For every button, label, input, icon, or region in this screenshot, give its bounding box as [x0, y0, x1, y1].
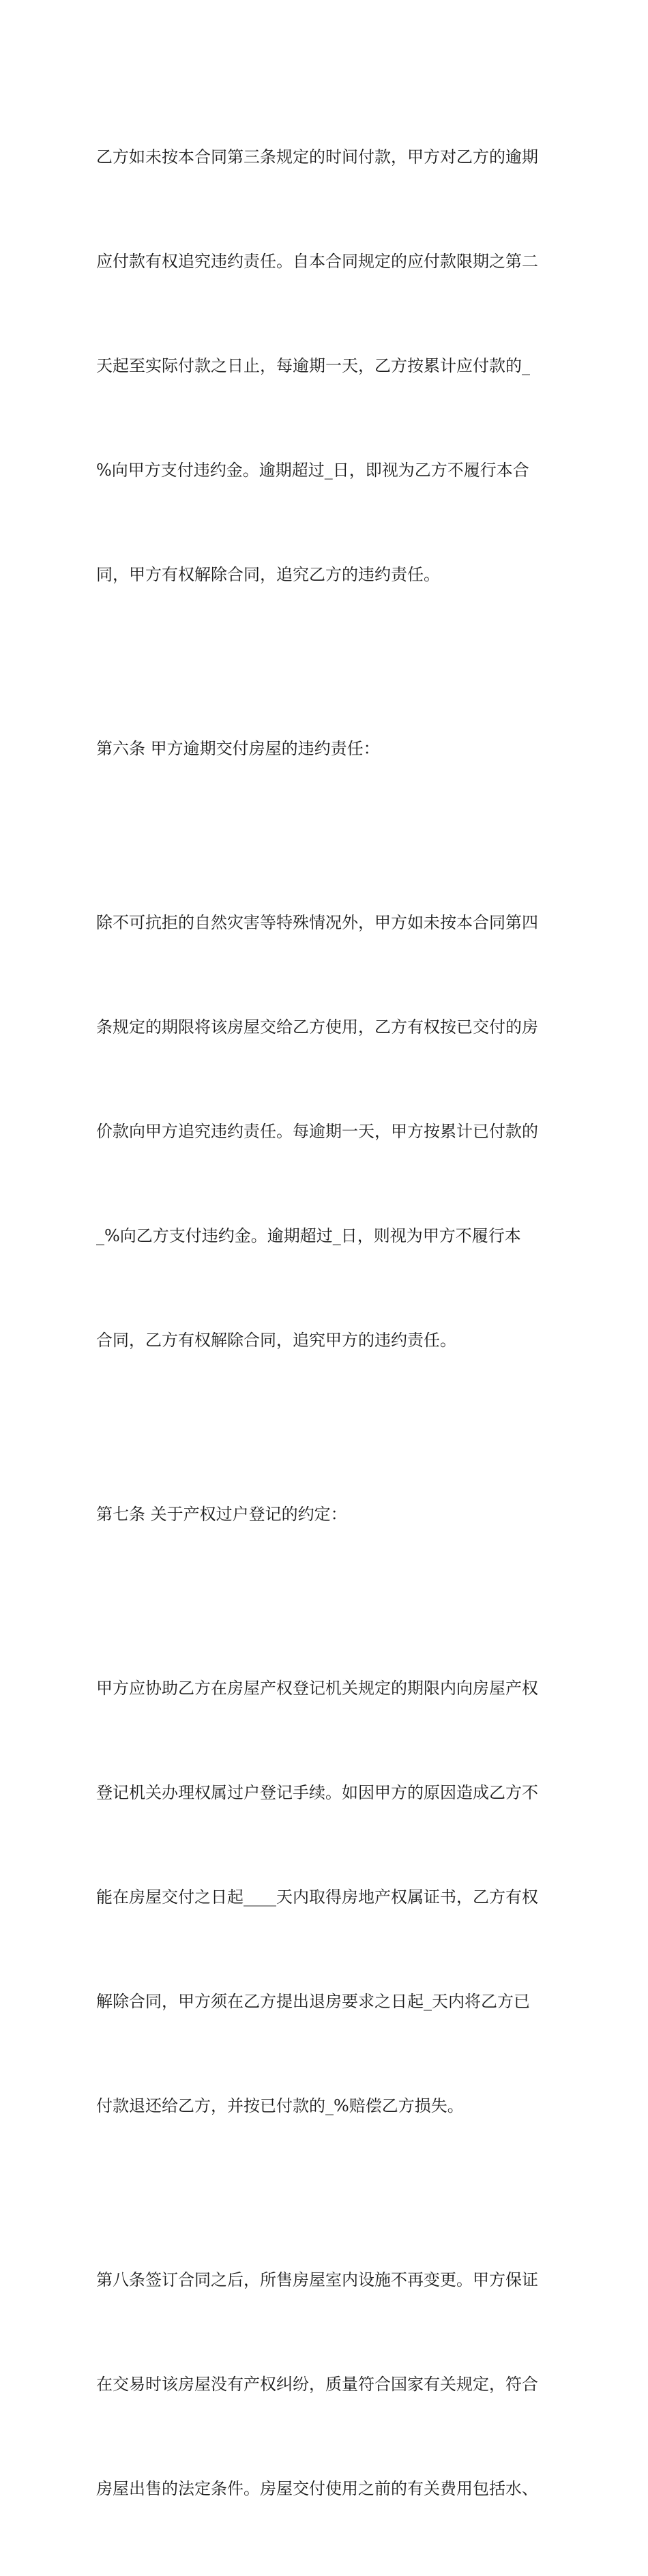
article-6-heading [96, 662, 557, 836]
paragraph-title-transfer [96, 1602, 557, 2193]
text-line: 应付款有权追究违约责任。自本合同规定的应付款限期之第二 [96, 252, 538, 271]
article-7-heading [96, 1428, 557, 1602]
text-line: 同，甲方有权解除合同，追究乙方的违约责任。 [96, 565, 440, 584]
text-line: 房屋出售的法定条件。房屋交付使用之前的有关费用包括水、 [96, 2479, 538, 2498]
text-line: 条规定的期限将该房屋交给乙方使用，乙方有权按已交付的房 [96, 1017, 538, 1037]
text-line: 付款退还给乙方，并按已付款的_%赔偿乙方损失。 [96, 2096, 464, 2115]
text-line: 在交易时该房屋没有产权纠纷，质量符合国家有关规定，符合 [96, 2375, 538, 2394]
text-line: %向甲方支付违约金。逾期超过_日，即视为乙方不履行本合 [96, 461, 529, 480]
text-line: 除不可抗拒的自然灾害等特殊情况外，甲方如未按本合同第四 [96, 913, 538, 932]
article-8-paragraph [96, 2193, 557, 2576]
text-line: 第八条签订合同之后，所售房屋室内设施不再变更。甲方保证 [96, 2270, 538, 2289]
document-body [96, 70, 557, 2576]
text-line: 能在房屋交付之日起____天内取得房地产权属证书，乙方有权 [96, 1887, 538, 1907]
text-line: 第七条 关于产权过户登记的约定： [96, 1505, 347, 1524]
paragraph-late-payment-liability [96, 70, 557, 662]
text-line: 解除合同，甲方须在乙方提出退房要求之日起_天内将乙方已 [96, 1992, 530, 2011]
text-line: 第六条 甲方逾期交付房屋的违约责任： [96, 739, 380, 758]
text-line: 登记机关办理权属过户登记手续。如因甲方的原因造成乙方不 [96, 1783, 538, 1802]
text-line: 乙方如未按本合同第三条规定的时间付款，甲方对乙方的逾期 [96, 147, 538, 167]
text-line: 合同，乙方有权解除合同，追究甲方的违约责任。 [96, 1331, 456, 1350]
paragraph-late-delivery-liability [96, 836, 557, 1428]
text-line: _%向乙方支付违约金。逾期超过_日，则视为甲方不履行本 [96, 1226, 521, 1245]
text-line: 天起至实际付款之日止，每逾期一天，乙方按累计应付款的_ [96, 356, 530, 375]
text-line: 甲方应协助乙方在房屋产权登记机关规定的期限内向房屋产权 [96, 1679, 538, 1698]
text-line: 价款向甲方追究违约责任。每逾期一天，甲方按累计已付款的 [96, 1122, 538, 1141]
